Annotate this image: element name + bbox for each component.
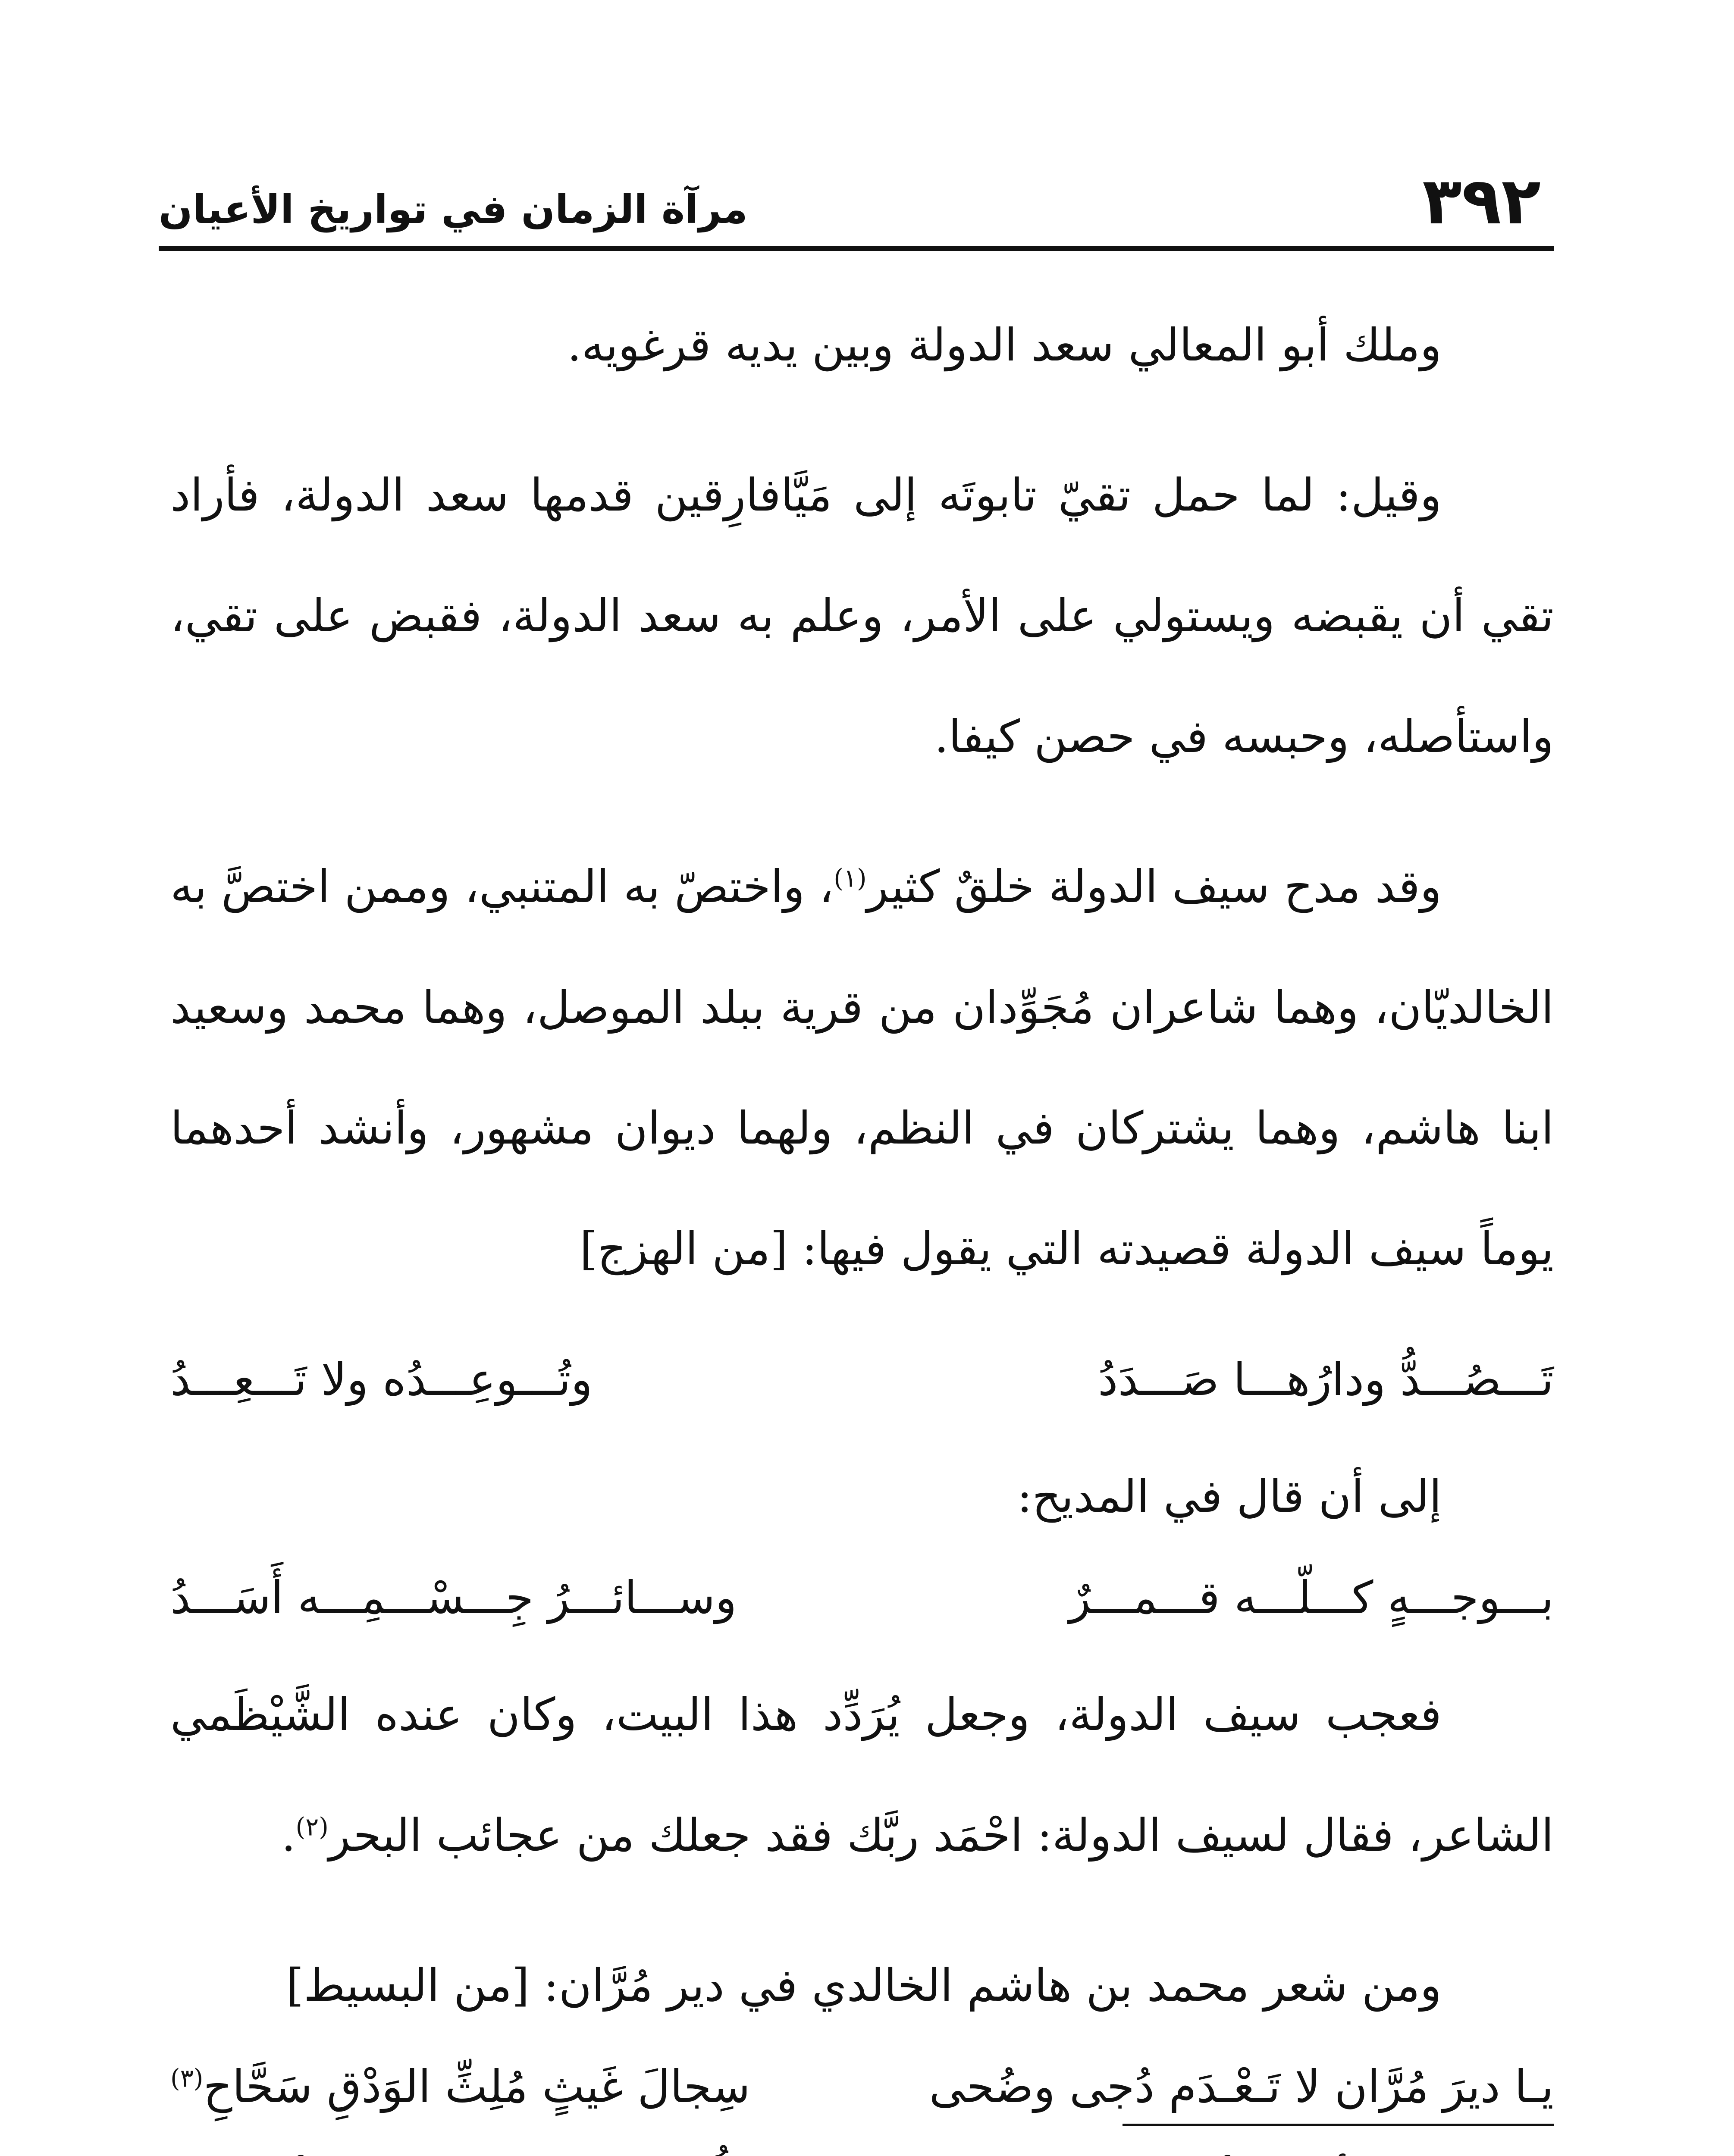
footnote-separator bbox=[1123, 2124, 1554, 2126]
paragraph-3 bbox=[170, 826, 1554, 1309]
paragraph-5-text-b: . bbox=[281, 1809, 296, 1861]
footnote-ref-1: (١) bbox=[834, 863, 867, 893]
footnote-1-line-1 bbox=[170, 2150, 1554, 2156]
verse-2 bbox=[170, 1557, 1554, 1639]
footnotes bbox=[170, 2150, 1554, 2156]
paragraph-3-text-a: وقد مدح سيف الدولة خلقٌ كثير bbox=[866, 860, 1442, 913]
running-header bbox=[159, 160, 1554, 251]
paragraph-4: إلى أن قال في المديح: bbox=[1017, 1470, 1442, 1523]
paragraph-5 bbox=[170, 1654, 1554, 1896]
paragraph-3-text-b: ، واختصّ به المتنبي، وممن اختصَّ به الخالديّان، وهما شاعران مُجَوِّدان من قرية ببلد الموصل، وهما محمد وسعيد ابنا هاشم، وهما يشتركان في النظم، ولهما ديوان مشهور، وأنشد أحدهما يوماً سيف الدولة قصيدته التي يقول فيها: [من الهزج] bbox=[170, 860, 1554, 1275]
paragraph-5-text-a: فعجب سيف الدولة، وجعل يُرَدِّد هذا البيت، وكان عنده الشَّيْظَمي الشاعر، فقال لسيف الدولة: احْمَد ربَّك فقد جعلك من عجائب البحر bbox=[170, 1688, 1554, 1861]
paragraph-2: وقيل: لما حمل تقيّ تابوتَه إلى مَيَّافارِقين قدمها سعد الدولة، فأراد تقي أن يقبضه ويستولي على الأمر، وعلم به سعد الدولة، فقبض على تقي، واستأصله، وحبسه في حصن كيفا. bbox=[170, 469, 1554, 763]
footnote-ref-3: (٣) bbox=[170, 2063, 204, 2093]
verse-1-second-hemistich: وتُـــوعِـــدُه ولا تَـــعِـــدُ bbox=[170, 1353, 593, 1406]
verse-3-second-text: سِجالَ غَيثٍ مُلِثِّ الوَدْقِ سَحَّاحِ bbox=[203, 2060, 750, 2113]
paragraph-1: وملك أبو المعالي سعد الدولة وبين يديه قرغويه. bbox=[567, 319, 1442, 371]
verse-3-first-hemistich: يـا ديرَ مُرَّان لا تَـعْـدَم دُجى وضُحى bbox=[929, 2060, 1554, 2113]
verse-3-second-hemistich bbox=[170, 2046, 750, 2128]
verse-2-second-hemistich: وســـائـــرُ جِـــسْـــمِـــه أَسَـــدُ bbox=[170, 1571, 737, 1624]
verse-2-first-hemistich: بـــوجـــهٍ كـــلّـــه قـــمـــرٌ bbox=[1069, 1571, 1554, 1624]
page-number: ٣٩٢ bbox=[1422, 164, 1541, 239]
page-body bbox=[170, 285, 1554, 2156]
verse-1 bbox=[170, 1338, 1554, 1420]
paragraph-6: ومن شعر محمد بن هاشم الخالدي في دير مُرَّان: [من البسيط] bbox=[286, 1959, 1442, 2012]
verse-3 bbox=[170, 2046, 1554, 2128]
book-title: مرآة الزمان في تواريخ الأعيان bbox=[159, 186, 748, 232]
footnote-ref-2: (٢) bbox=[295, 1812, 329, 1842]
verse-1-first-hemistich: تَـــصُـــدُّ ودارُهـــا صَـــدَدُ bbox=[1098, 1353, 1554, 1406]
